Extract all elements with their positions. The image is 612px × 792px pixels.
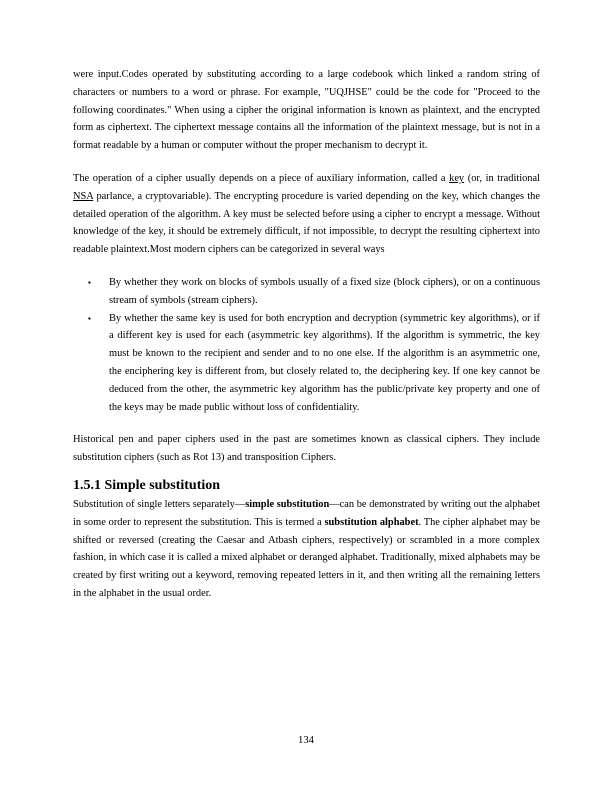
list-item-text: By whether the same key is used for both encryption and decryption (symmetric key algorithms), or if a different key is used for each (asymmetric key algorithms). If the algorithm is symmetric, the key must be known to the recipient and sender and to no one else. If the algorithm is an asymmetric one, the enciphering key is different from, but closely related to, the deciphering key. If one key cannot be deduced from the other, the asymmetric key algorithm has the public/private key property and one of the keys may be made public without loss of confidentiality. xyxy=(109,312,540,413)
nsa-link[interactable]: NSA xyxy=(73,190,94,202)
bullet-icon: ▪ xyxy=(88,313,91,323)
paragraph-cipher-key xyxy=(73,170,540,259)
cipher-categories-list xyxy=(73,274,540,416)
section-heading: 1.5.1 Simple substitution xyxy=(73,477,221,493)
paragraph-codes: were input.Codes operated by substituting according to a large codebook which linked a random string of characters or numbers to a word or phrase. For example, "UQJHSE" could be the code for "Proceed to the following coordinates." When using a cipher the original information is known as plaintext, and the encrypted form as ciphertext. The ciphertext message contains all the information of the plaintext message, but is not in a format readable by a human or computer without the proper mechanism to decrypt it. xyxy=(73,69,540,152)
paragraph-cipher-key-text-c: parlance, a cryptovariable). The encrypting procedure is varied depending on the key, which changes the detailed operation of the algorithm. A key must be selected before using a cipher to encrypt a message. Without knowledge of the key, it should be extremely difficult, if not impossible, to decrypt the resulting ciphertext into readable plaintext.Most modern ciphers can be categorized in several ways xyxy=(73,190,540,256)
key-link[interactable]: key xyxy=(449,172,465,184)
substitution-alphabet-term: substitution alphabet xyxy=(324,516,419,528)
list-item xyxy=(73,274,540,310)
bullet-icon: ▪ xyxy=(88,277,91,287)
paragraph-cipher-key-text-a: The operation of a cipher usually depends on a piece of auxiliary information, called a xyxy=(73,172,450,184)
list-item xyxy=(73,310,540,417)
paragraph-simple-substitution-text-c: . The cipher alphabet may be shifted or reversed (creating the Caesar and Atbash ciphers, respectively) or scrambled in a more complex fashion, in which case it is called a mixed alphabet or deranged alphabet. Traditionally, mixed alphabets may be created by first writing out a keyword, removing repeated letters in it, and then writing all the remaining letters in the alphabet in the usual order. xyxy=(73,516,541,599)
page-body xyxy=(73,66,540,603)
paragraph-classical-ciphers: Historical pen and paper ciphers used in the past are sometimes known as classical ciphers. They include substitution ciphers (such as Rot 13) and transposition Ciphers. xyxy=(73,434,540,464)
list-item-text: By whether they work on blocks of symbols usually of a fixed size (block ciphers), or on a continuous stream of symbols (stream ciphers). xyxy=(109,276,540,306)
page-number: 134 xyxy=(298,735,314,746)
paragraph-cipher-key-text-b: (or, in traditional xyxy=(464,172,540,184)
paragraph-simple-substitution-text-a: Substitution of single letters separately— xyxy=(73,498,246,510)
simple-substitution-term: simple substitution xyxy=(245,498,330,510)
paragraph-simple-substitution xyxy=(73,496,540,603)
paragraph-simple-substitution-text-b: —can be demonstrated by writing out the alphabet in some order to represent the substitution. This is termed a xyxy=(73,498,540,528)
